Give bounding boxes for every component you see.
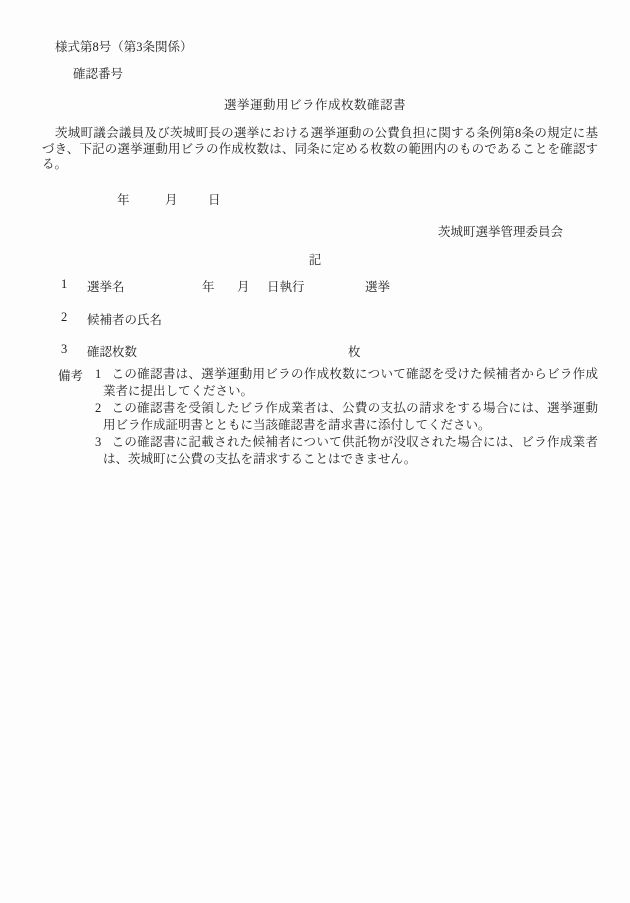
committee-name: 茨城町選挙管理委員会 bbox=[437, 225, 563, 239]
confirmation-number-label: 確認番号 bbox=[73, 67, 124, 81]
item-candidate-name bbox=[0, 310, 630, 326]
remarks-section bbox=[58, 366, 598, 468]
item-unit-label: 枚 bbox=[348, 345, 361, 359]
form-number: 様式第8号（第3条関係） bbox=[55, 40, 193, 54]
item-month-label: 月 bbox=[237, 280, 250, 294]
date-line bbox=[0, 190, 630, 206]
remark-text: この確認書に記載された候補者について供託物が没収された場合には、ビラ作成業者は、茨城町に公費の支払を請求することはできません。 bbox=[103, 435, 598, 466]
ki-heading: 記 bbox=[308, 253, 322, 267]
body-paragraph: 茨城町議会議員及び茨城町長の選挙における選挙運動の公費負担に関する条例第8条の規定に基づき、下記の選挙運動用ビラの作成枚数は、同条に定める枚数の範囲内のものであることを確認する。 bbox=[42, 126, 598, 171]
remark-text: この確認書を受領したビラ作成業者は、公費の支払の請求をする場合には、選挙運動用ビラ作成証明書とともに当該確認書を請求書に添付してください。 bbox=[103, 401, 598, 432]
item-election-name bbox=[0, 277, 630, 293]
item-confirmed-count bbox=[0, 342, 630, 358]
remark-text: この確認書は、選挙運動用ビラの作成枚数について確認を受けた候補者からビラ作成業者に提出してください。 bbox=[103, 367, 598, 398]
date-day-label: 日 bbox=[208, 193, 221, 207]
remark-number: 1 bbox=[95, 367, 102, 381]
item-label: 選挙名 bbox=[87, 280, 125, 294]
remarks-label: 備考 bbox=[58, 369, 84, 383]
remarks-list bbox=[95, 366, 598, 468]
item-year-label: 年 bbox=[202, 280, 215, 294]
item-number: 3 bbox=[61, 342, 68, 356]
remark-item bbox=[95, 366, 598, 400]
remark-number: 2 bbox=[95, 401, 102, 415]
item-label: 候補者の氏名 bbox=[87, 313, 163, 327]
date-month-label: 月 bbox=[165, 193, 178, 207]
item-label: 確認枚数 bbox=[87, 345, 138, 359]
remark-item bbox=[95, 434, 598, 468]
item-number: 2 bbox=[61, 310, 68, 324]
remark-item bbox=[95, 400, 598, 434]
page-title: 選挙運動用ビラ作成枚数確認書 bbox=[223, 98, 406, 112]
item-election-suffix: 選挙 bbox=[365, 280, 391, 294]
remark-number: 3 bbox=[95, 435, 102, 449]
date-year-label: 年 bbox=[117, 193, 130, 207]
item-number: 1 bbox=[61, 277, 68, 291]
item-day-executed: 日執行 bbox=[267, 280, 305, 294]
